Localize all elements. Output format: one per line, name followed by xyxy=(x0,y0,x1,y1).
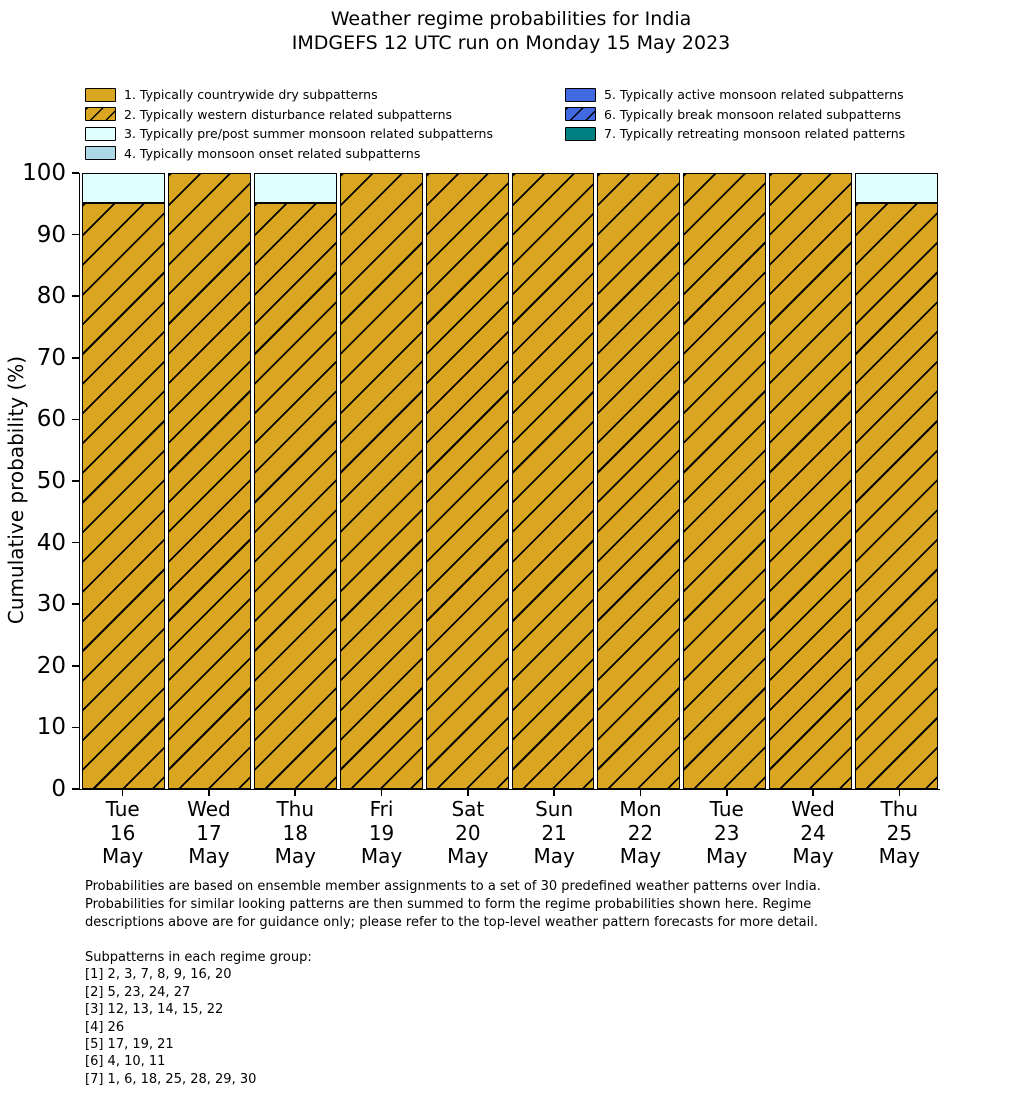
y-tick-label: 10 xyxy=(36,714,66,741)
x-label-mon-22 xyxy=(599,789,682,869)
x-label-tue-16 xyxy=(81,789,164,869)
x-label-line: Tue xyxy=(709,797,744,821)
legend-label: 1. Typically countrywide dry subpatterns xyxy=(124,87,378,103)
x-label-line: 20 xyxy=(455,820,481,845)
x-label-line: Wed xyxy=(791,797,835,821)
x-label-line: 16 xyxy=(109,820,136,845)
bar-thu-18 xyxy=(254,173,337,789)
y-tick-mark xyxy=(72,480,79,482)
x-label-line: Tue xyxy=(105,797,140,821)
x-label-wed-24 xyxy=(771,789,854,869)
x-label-line: Thu xyxy=(276,797,315,821)
subpattern-line: [1] 2, 3, 7, 8, 9, 16, 20 xyxy=(85,967,232,983)
legend-swatch-1 xyxy=(85,88,116,102)
subpattern-line: [2] 5, 23, 24, 27 xyxy=(85,984,191,1000)
y-tick-label: 0 xyxy=(51,776,66,802)
x-tick-mark xyxy=(726,789,728,796)
segment-regime-2 xyxy=(597,173,680,789)
subpattern-line: [3] 12, 13, 14, 15, 22 xyxy=(85,1002,224,1018)
y-tick-mark xyxy=(72,665,79,667)
x-tick-mark xyxy=(553,789,555,796)
x-label-line: May xyxy=(274,844,316,868)
plot-area xyxy=(79,173,940,790)
x-label-line: May xyxy=(447,844,489,868)
segment-regime-2 xyxy=(340,173,423,789)
y-tick-mark xyxy=(72,542,79,544)
x-label-line: 25 xyxy=(886,820,913,845)
legend-label: 7. Typically retreating monsoon related patterns xyxy=(604,126,906,142)
bar-wed-17 xyxy=(168,173,251,789)
subpattern-line: [4] 26 xyxy=(85,1019,125,1035)
x-label-wed-17 xyxy=(167,789,250,869)
segment-regime-2 xyxy=(512,173,595,789)
y-tick-mark xyxy=(72,295,79,297)
legend-swatch-3 xyxy=(85,127,116,141)
segment-regime-2 xyxy=(683,173,766,789)
bars-container xyxy=(80,173,940,789)
bar-tue-23 xyxy=(683,173,766,789)
y-tick-label: 100 xyxy=(22,160,66,186)
x-label-line: May xyxy=(878,844,920,868)
x-tick-mark xyxy=(208,789,210,796)
bar-fri-19 xyxy=(340,173,423,789)
y-tick-label: 30 xyxy=(36,591,66,618)
y-axis-label: Cumulative probability (%) xyxy=(4,355,28,625)
legend-column-left xyxy=(85,85,493,163)
y-tick-mark xyxy=(72,234,79,236)
legend-column-right xyxy=(565,85,905,144)
x-label-sat-20 xyxy=(426,789,509,869)
segment-regime-3 xyxy=(254,173,337,203)
segment-regime-2 xyxy=(82,203,165,789)
x-label-line: Thu xyxy=(880,797,919,821)
subpatterns-list xyxy=(85,966,312,1088)
y-tick-label: 60 xyxy=(36,406,66,433)
bar-sun-21 xyxy=(512,173,595,789)
x-label-line: 21 xyxy=(541,820,567,845)
legend-item-4 xyxy=(85,144,493,164)
y-tick-label: 70 xyxy=(36,344,66,371)
subpatterns-block xyxy=(85,949,312,1088)
x-tick-mark xyxy=(294,789,296,796)
legend-label: 3. Typically pre/post summer monsoon related subpatterns xyxy=(124,126,493,142)
x-label-sun-21 xyxy=(512,789,595,869)
segment-regime-2 xyxy=(168,173,251,789)
x-label-line: Sun xyxy=(535,797,574,821)
legend-swatch-2 xyxy=(85,107,116,121)
legend-item-3 xyxy=(85,124,493,144)
y-tick-mark xyxy=(72,603,79,605)
x-label-line: Mon xyxy=(619,797,662,821)
segment-regime-2 xyxy=(426,173,509,789)
bar-wed-24 xyxy=(769,173,852,789)
legend-label: 5. Typically active monsoon related subpatterns xyxy=(604,87,904,103)
x-label-line: May xyxy=(706,844,748,868)
legend-item-5 xyxy=(565,85,905,105)
footer-line: Probabilities are based on ensemble member assignments to a set of 30 predefined weather patterns over India. xyxy=(85,879,821,894)
bar-mon-22 xyxy=(597,173,680,789)
subpattern-line: [7] 1, 6, 18, 25, 28, 29, 30 xyxy=(85,1071,257,1087)
bar-sat-20 xyxy=(426,173,509,789)
x-label-line: 18 xyxy=(282,820,308,845)
segment-regime-3 xyxy=(855,173,938,203)
y-tick-mark xyxy=(72,419,79,421)
segment-regime-2 xyxy=(855,203,938,789)
footer-line: descriptions above are for guidance only; please refer to the top-level weather pattern forecasts for more detail. xyxy=(85,915,818,931)
chart-title-line2: IMDGEFS 12 UTC run on Monday 15 May 2023 xyxy=(291,32,731,54)
x-label-line: May xyxy=(533,844,575,868)
legend-swatch-5 xyxy=(565,88,596,102)
x-label-line: Fri xyxy=(369,797,394,821)
legend-label: 6. Typically break monsoon related subpatterns xyxy=(604,106,902,122)
y-tick-label: 80 xyxy=(36,283,66,310)
y-tick-mark xyxy=(72,788,79,790)
y-tick-mark xyxy=(72,727,79,729)
x-label-thu-25 xyxy=(858,789,941,869)
x-label-line: Wed xyxy=(187,797,231,821)
bar-tue-16 xyxy=(82,173,165,789)
y-tick-label: 20 xyxy=(36,652,66,679)
x-tick-mark xyxy=(812,789,814,796)
x-label-line: 22 xyxy=(627,820,654,845)
segment-regime-2 xyxy=(254,203,337,789)
y-tick-mark xyxy=(72,172,79,174)
subpatterns-title: Subpatterns in each regime group: xyxy=(85,950,312,965)
x-tick-mark xyxy=(640,789,642,796)
x-label-line: 19 xyxy=(368,820,395,845)
legend-item-7 xyxy=(565,124,905,144)
x-tick-mark xyxy=(899,789,901,796)
x-label-line: May xyxy=(188,844,230,868)
x-label-thu-18 xyxy=(254,789,337,869)
y-axis-ticks xyxy=(0,160,79,802)
x-tick-mark xyxy=(467,789,469,796)
legend-item-2 xyxy=(85,105,493,125)
subpattern-line: [5] 17, 19, 21 xyxy=(85,1037,174,1053)
x-tick-mark xyxy=(381,789,383,796)
legend-item-6 xyxy=(565,105,905,125)
legend-item-1 xyxy=(85,85,493,105)
segment-regime-2 xyxy=(769,173,852,789)
x-label-line: 23 xyxy=(714,820,740,845)
legend-label: 2. Typically western disturbance related subpatterns xyxy=(124,106,453,122)
bar-thu-25 xyxy=(855,173,938,789)
chart-title xyxy=(0,7,1022,55)
x-label-fri-19 xyxy=(340,789,423,869)
footer-line: Probabilities for similar looking patterns are then summed to form the regime probabilities shown here. Regime xyxy=(85,897,812,913)
x-label-tue-23 xyxy=(685,789,768,869)
y-tick-label: 40 xyxy=(36,529,66,556)
x-label-line: May xyxy=(792,844,834,868)
y-tick-label: 90 xyxy=(36,221,66,248)
x-label-line: Sat xyxy=(451,797,485,821)
x-tick-mark xyxy=(122,789,124,796)
segment-regime-3 xyxy=(82,173,165,203)
footer-description xyxy=(85,878,821,933)
x-label-line: 24 xyxy=(800,820,826,845)
y-tick-label: 50 xyxy=(36,468,66,494)
x-axis-labels xyxy=(79,789,943,869)
chart-title-line1: Weather regime probabilities for India xyxy=(330,8,692,30)
x-label-line: May xyxy=(619,844,662,868)
subpattern-line: [6] 4, 10, 11 xyxy=(85,1054,166,1070)
legend-swatch-4 xyxy=(85,146,116,160)
legend-swatch-6 xyxy=(565,107,596,121)
x-label-line: May xyxy=(360,844,403,868)
y-tick-mark xyxy=(72,357,79,359)
x-label-line: May xyxy=(101,844,144,868)
legend-swatch-7 xyxy=(565,127,596,141)
x-label-line: 17 xyxy=(196,820,222,845)
legend-label: 4. Typically monsoon onset related subpatterns xyxy=(124,145,421,161)
